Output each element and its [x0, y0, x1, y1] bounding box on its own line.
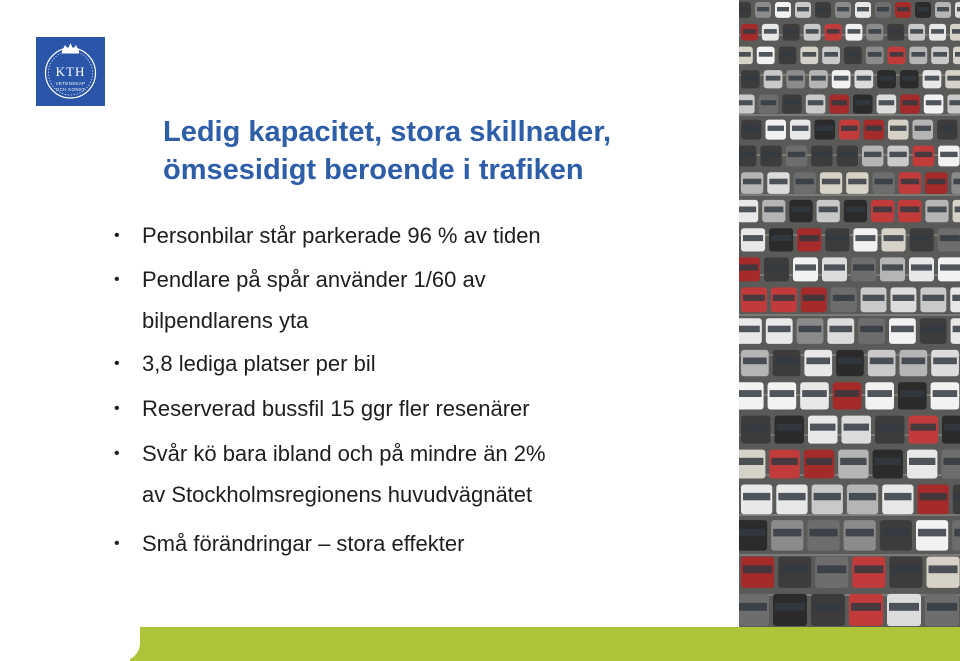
car-window: [889, 29, 902, 34]
car-window: [775, 603, 805, 611]
bullet-text: Reserverad bussfil 15 ggr fler resenärer: [142, 396, 530, 421]
bullet-text: Pendlare på spår använder 1/60 av: [142, 267, 486, 292]
car-window: [824, 264, 845, 270]
car-window: [879, 100, 895, 105]
car-window: [806, 358, 830, 365]
car-window: [911, 264, 932, 270]
car-window: [940, 264, 960, 270]
car-window: [882, 264, 903, 270]
car-window: [797, 7, 809, 11]
car-window: [768, 126, 785, 131]
car-window: [873, 207, 892, 213]
car-window: [870, 358, 894, 365]
kth-logo: [36, 37, 105, 106]
car-window: [799, 326, 822, 333]
car-window: [739, 458, 763, 465]
car-window: [766, 76, 781, 81]
car-window: [891, 326, 914, 333]
car-window: [813, 152, 830, 157]
car-window: [739, 603, 767, 611]
car-window: [810, 424, 836, 431]
car-window: [931, 29, 944, 34]
car-window: [788, 152, 805, 157]
car-window: [829, 326, 852, 333]
car-window: [953, 326, 960, 333]
slide-title: [163, 113, 611, 189]
car-window: [925, 76, 940, 81]
car-window: [799, 235, 819, 241]
car-window: [846, 529, 874, 537]
car-window: [901, 179, 919, 185]
car-window: [891, 565, 920, 573]
car-window: [739, 390, 762, 397]
bullet-text: Små förändringar – stora effekter: [142, 531, 465, 556]
bullet-text: Personbilar står parkerade 96 % av tiden: [142, 223, 541, 248]
bullet-dot: •: [114, 227, 120, 244]
car-window: [955, 207, 960, 213]
car-window: [739, 100, 753, 105]
car-window: [929, 565, 958, 573]
car-window: [817, 565, 846, 573]
car-window: [831, 100, 847, 105]
car-window: [788, 76, 803, 81]
car-window: [868, 29, 881, 34]
bullet-dot: •: [114, 535, 120, 552]
bullet-dot: •: [114, 400, 120, 417]
car-window: [834, 76, 849, 81]
car-window: [890, 52, 904, 57]
car-window: [833, 295, 855, 301]
car-window: [900, 390, 925, 397]
car-window: [817, 7, 829, 11]
car-window: [927, 207, 946, 213]
car-window: [947, 76, 960, 81]
car-window: [811, 76, 826, 81]
accent-bar: [130, 627, 960, 661]
car-window: [884, 493, 911, 500]
car-window: [889, 603, 919, 611]
car-window: [927, 179, 945, 185]
car-window: [802, 52, 816, 57]
car-window: [822, 179, 840, 185]
bullet-dot: •: [114, 271, 120, 288]
car-window: [953, 179, 960, 185]
car-window: [849, 493, 876, 500]
car-window: [875, 458, 901, 465]
parking-lot-illustration: [739, 0, 960, 627]
car-window: [863, 295, 885, 301]
car-window: [764, 207, 783, 213]
car-window: [844, 424, 870, 431]
car-window: [939, 126, 956, 131]
car-window: [806, 29, 819, 34]
car-window: [835, 390, 860, 397]
car-window: [952, 29, 960, 34]
car-window: [781, 52, 795, 57]
bullet-dot: •: [114, 445, 120, 462]
car-window: [893, 295, 915, 301]
logo-subline-1: VETENSKAP: [55, 81, 86, 86]
car-window: [761, 100, 777, 105]
car-window: [846, 52, 860, 57]
car-window: [954, 529, 960, 537]
car-window: [955, 52, 960, 57]
car-window: [769, 179, 787, 185]
car-window: [839, 152, 856, 157]
car-window: [940, 235, 960, 241]
car-window: [882, 529, 910, 537]
car-window: [955, 493, 960, 500]
car-window: [926, 100, 942, 105]
lane-line: [739, 194, 960, 196]
car-window: [739, 52, 751, 57]
car-window: [739, 326, 760, 333]
car-window: [841, 126, 858, 131]
car-window: [743, 126, 760, 131]
car-window: [897, 7, 909, 11]
car-window: [773, 295, 795, 301]
car-window: [915, 152, 932, 157]
car-window: [792, 126, 809, 131]
lane-line: [739, 114, 960, 116]
car-window: [764, 29, 777, 34]
car-window: [770, 390, 795, 397]
lane-line: [739, 314, 960, 316]
car-window: [827, 235, 847, 241]
slide-title-line-1: Ledig kapacitet, stora skillnader,: [163, 116, 612, 148]
car-window: [838, 358, 862, 365]
car-window: [860, 326, 883, 333]
car-window: [824, 52, 838, 57]
car-window: [795, 264, 816, 270]
car-window: [927, 603, 957, 611]
car-window: [743, 179, 761, 185]
car-window: [803, 295, 825, 301]
car-window: [889, 152, 906, 157]
car-window: [940, 152, 957, 157]
car-window: [777, 7, 789, 11]
car-window: [771, 458, 797, 465]
car-window: [857, 7, 869, 11]
lane-line: [739, 554, 960, 556]
car-window: [743, 493, 770, 500]
car-window: [771, 235, 791, 241]
car-window: [791, 207, 810, 213]
car-window: [912, 235, 932, 241]
car-window: [853, 264, 874, 270]
car-window: [743, 565, 772, 573]
car-window: [739, 264, 758, 270]
car-window: [827, 29, 840, 34]
car-window: [909, 458, 935, 465]
car-window: [739, 152, 754, 157]
car-window: [949, 100, 960, 105]
car-window: [837, 7, 849, 11]
car-window: [868, 52, 882, 57]
car-window: [778, 493, 805, 500]
car-window: [759, 52, 773, 57]
bullet-text: Svår kö bara ibland och på mindre än 2%: [142, 441, 546, 466]
logo-subline-2: OCH KONST: [55, 87, 86, 92]
car-window: [866, 126, 883, 131]
car-window: [808, 100, 824, 105]
car-window: [784, 100, 800, 105]
car-window: [814, 493, 841, 500]
car-window: [743, 424, 769, 431]
car-window: [933, 390, 958, 397]
car-window: [855, 100, 871, 105]
car-window: [918, 529, 946, 537]
car-window: [877, 7, 889, 11]
car-window: [743, 76, 758, 81]
car-window: [917, 7, 929, 11]
car-window: [743, 295, 765, 301]
bullet-dot: •: [114, 355, 120, 372]
car-window: [819, 207, 838, 213]
car-window: [773, 529, 801, 537]
accent-bar-cutout: [0, 627, 140, 661]
car-window: [884, 235, 904, 241]
car-window: [937, 7, 949, 11]
car-window: [911, 424, 937, 431]
lane-line: [739, 514, 960, 516]
car-window: [757, 7, 769, 11]
car-window: [854, 565, 883, 573]
car-window: [743, 29, 756, 34]
car-window: [922, 326, 945, 333]
car-window: [864, 152, 881, 157]
car-window: [875, 179, 893, 185]
car-window: [775, 358, 799, 365]
car-window: [817, 126, 834, 131]
slide-title-line-2: ömsesidigt beroende i trafiken: [163, 154, 584, 186]
car-window: [857, 76, 872, 81]
car-window: [777, 424, 803, 431]
car-window: [902, 358, 926, 365]
car-window: [739, 7, 749, 11]
car-window: [739, 529, 765, 537]
car-window: [915, 126, 932, 131]
car-window: [933, 52, 947, 57]
car-window: [910, 29, 923, 34]
car-window: [780, 565, 809, 573]
car-window: [902, 76, 917, 81]
car-window: [806, 458, 832, 465]
car-window: [944, 424, 960, 431]
car-window: [766, 264, 787, 270]
car-window: [785, 29, 798, 34]
car-window: [848, 179, 866, 185]
bullet-continuation: bilpendlarens yta: [142, 308, 309, 333]
car-window: [813, 603, 843, 611]
car-window: [911, 52, 925, 57]
car-window: [840, 458, 866, 465]
car-window: [739, 207, 756, 213]
car-window: [879, 76, 894, 81]
car-window: [768, 326, 791, 333]
bullet-text: 3,8 lediga platser per bil: [142, 351, 376, 376]
car-window: [920, 493, 947, 500]
car-window: [802, 390, 827, 397]
car-window: [933, 358, 957, 365]
car-window: [809, 529, 837, 537]
logo-wordmark: KTH: [55, 64, 86, 79]
car-window: [743, 358, 767, 365]
car-window: [743, 235, 763, 241]
car-window: [943, 458, 960, 465]
car-window: [867, 390, 892, 397]
car-window: [952, 295, 960, 301]
car-window: [848, 29, 861, 34]
car-window: [855, 235, 875, 241]
car-window: [851, 603, 881, 611]
parking-lot-photo: [739, 0, 960, 627]
car-window: [796, 179, 814, 185]
car-window: [902, 100, 918, 105]
bullet-continuation: av Stockholmsregionens huvudvägnätet: [142, 482, 533, 507]
car-window: [846, 207, 865, 213]
car-window: [900, 207, 919, 213]
car-window: [762, 152, 779, 157]
car-window: [890, 126, 907, 131]
car-window: [877, 424, 903, 431]
car-window: [922, 295, 944, 301]
